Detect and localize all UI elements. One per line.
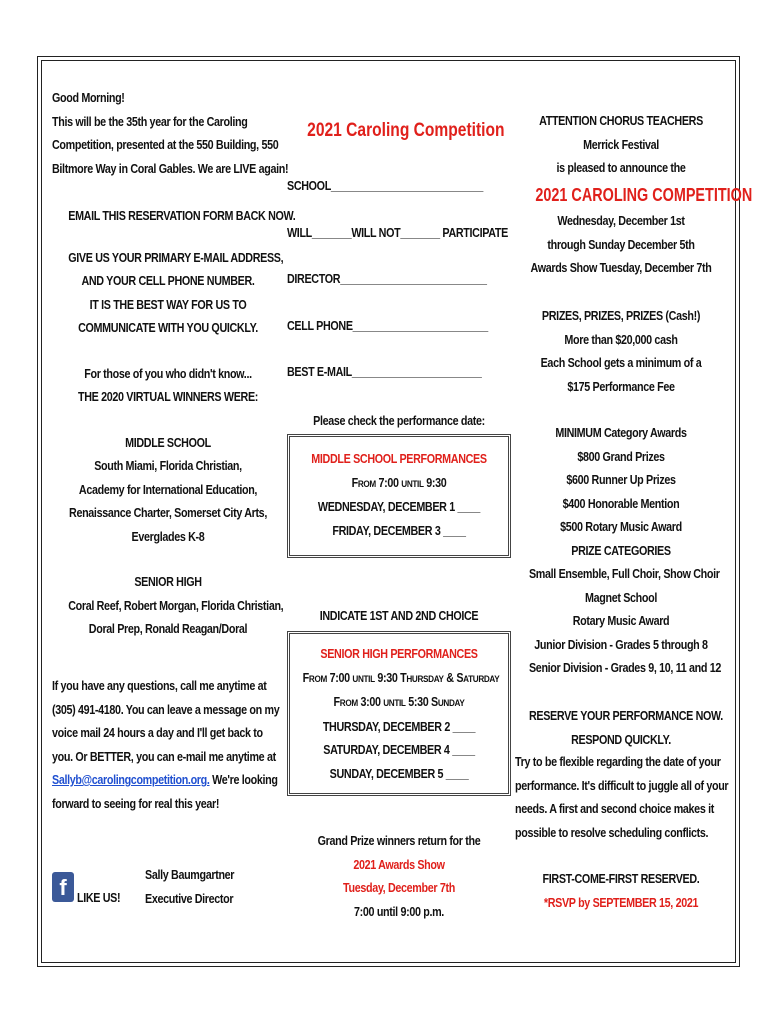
ms-performances-heading: MIDDLE SCHOOL PERFORMANCES [311,452,487,466]
minimum-awards-block [514,422,728,681]
first-come-line: FIRST-COME-FIRST RESERVED. [542,872,700,886]
primary-line-3: IT IS THE BEST WAY FOR US TO [89,297,247,312]
senior-high-performances [287,643,511,786]
grand-prize-line: Grand Prize winners return for the [317,834,481,848]
form-fields [287,175,511,385]
left-column [52,87,289,181]
winners-line-1: For those of you who didn't know... [84,366,252,381]
awards-show-block [287,830,511,924]
sh-sunday-option[interactable]: SUNDAY, DECEMBER 5 ____ [329,766,469,781]
questions-block [52,675,284,816]
ms-wednesday-option[interactable]: WEDNESDAY, DECEMBER 1 ____ [317,500,481,514]
sh-performances-heading: SENIOR HIGH PERFORMANCES [320,647,478,661]
competition-big-title: 2021 CAROLING COMPETITION [535,185,753,205]
sh-saturday-option[interactable]: SATURDAY, DECEMBER 4 ____ [323,743,475,757]
right-header-block [514,110,728,181]
signature-block [145,864,249,911]
greeting: Good Morning! [52,91,125,105]
best-email-field[interactable]: BEST E-MAIL_______________________ [287,365,482,379]
flexible-block [515,751,729,845]
reserve-line-1: RESERVE YOUR PERFORMANCE NOW. [528,709,723,723]
primary-line-2: AND YOUR CELL PHONE NUMBER. [81,274,255,288]
rsvp-deadline: *RSVP by SEPTEMBER 15, 2021 [543,895,699,910]
primary-line-4: COMMUNICATE WITH YOU QUICKLY. [78,321,258,335]
facebook-icon[interactable]: f [52,872,74,902]
like-us-label: LIKE US! [77,891,121,905]
indicate-wrap [287,605,511,629]
questions-line-1: If you have any questions, call me anytime at [52,679,267,693]
like-us-label-wrap [77,887,127,911]
middle-school-performances [287,448,511,543]
questions-line-3: voice mail 24 hours a day and I'll get back to [52,726,263,740]
awards-show-date: Tuesday, December 7th [343,881,455,895]
left-center-block [52,205,296,642]
big-title-wrap [514,182,753,208]
ms-time-range: FROM 7:00 UNTIL 9:30 [351,475,447,490]
senior-winners-1: Coral Reef, Robert Morgan, Florida Christian, [68,598,284,613]
minimum-line-1: MINIMUM Category Awards [555,426,687,440]
minimum-line-3: $600 Runner Up Prizes [566,473,676,487]
flexible-line-3: needs. A first and second choice makes it [515,802,714,816]
flexible-line-4: possible to resolve scheduling conflicts. [515,825,709,840]
participation-field[interactable]: WILL_______WILL NOT_______ PARTICIPATE [287,225,508,240]
dates-block [514,210,728,281]
email-after-text: We're looking [209,773,278,787]
ms-friday-option[interactable]: FRIDAY, DECEMBER 3 ____ [332,523,466,538]
prizes-line-4: $175 Performance Fee [567,379,675,394]
minimum-line-4: $400 Honorable Mention [562,496,680,511]
email-line [52,769,278,793]
dates-line-2: through Sunday December 5th [547,237,695,252]
middle-winners-2: Academy for International Education, [78,482,258,497]
sh-thursday-option[interactable]: THURSDAY, DECEMBER 2 ____ [322,719,476,734]
flexible-line-1: Try to be flexible regarding the date of your [515,755,721,769]
winners-line-2: THE 2020 VIRTUAL WINNERS WERE: [77,390,259,404]
senior-winners-2: Doral Prep, Ronald Reagan/Doral [88,622,248,636]
primary-line-1: GIVE US YOUR PRIMARY E-MAIL ADDRESS, [68,250,284,265]
dates-line-1: Wednesday, December 1st [557,214,685,228]
school-field[interactable]: SCHOOL___________________________ [287,179,484,193]
director-field[interactable]: DIRECTOR__________________________ [287,272,487,286]
minimum-line-8: Magnet School [585,590,657,605]
check-date-label: Please check the performance date: [313,414,485,428]
intro-line-1: This will be the 35th year for the Caroling [52,114,248,129]
reservation-footer [514,868,728,915]
check-date-wrap [287,410,511,434]
questions-line-4: you. Or BETTER, you can e-mail me anytime at [52,749,276,764]
prizes-block [514,305,728,399]
reserve-block [514,705,728,752]
awards-show-time: 7:00 until 9:00 p.m. [354,904,444,919]
intro-line-2: Competition, presented at the 550 Building, 550 [52,138,279,152]
awards-show-title: 2021 Awards Show [353,857,445,872]
minimum-line-11: Senior Division - Grades 9, 10, 11 and 12 [528,661,722,675]
prizes-line-2: More than $20,000 cash [564,332,678,347]
closing-line: forward to seeing for real this year! [52,796,220,811]
form-title: 2021 Caroling Competition [307,120,505,141]
attention-heading: ATTENTION CHORUS TEACHERS [539,114,703,128]
minimum-line-5: $500 Rotary Music Award [560,520,682,534]
sh-time-range-2: FROM 3:00 UNTIL 5:30 SUNDAY [333,695,465,709]
contact-email-link[interactable]: Sallyb@carolingcompetition.org. [52,773,210,787]
signer-title: Executive Director [145,891,234,906]
cell-phone-field[interactable]: CELL PHONE________________________ [287,318,488,333]
festival-name: Merrick Festival [583,137,659,152]
intro-line-3: Biltmore Way in Coral Gables. We are LIVE again! [52,161,289,176]
minimum-line-2: $800 Grand Prizes [577,449,665,464]
minimum-line-10: Junior Division - Grades 5 through 8 [534,637,708,652]
dates-line-3: Awards Show Tuesday, December 7th [530,261,712,275]
flexible-line-2: performance. It's difficult to juggle all of your [515,778,729,793]
prizes-line-3: Each School gets a minimum of a [540,356,702,370]
email-form-instruction: EMAIL THIS RESERVATION FORM BACK NOW. [68,209,296,223]
sh-time-range-1: FROM 7:00 UNTIL 9:30 THURSDAY & SATURDAY [302,670,500,685]
pleased-line: is pleased to announce the [556,161,686,175]
reserve-line-2: RESPOND QUICKLY. [571,732,671,747]
middle-winners-3: Renaissance Charter, Somerset City Arts, [69,506,267,520]
minimum-line-7: Small Ensemble, Full Choir, Show Choir [528,567,720,581]
minimum-line-6: PRIZE CATEGORIES [571,543,671,558]
signer-name: Sally Baumgartner [145,868,235,882]
minimum-line-9: Rotary Music Award [572,614,670,628]
prizes-line-1: PRIZES, PRIZES, PRIZES (Cash!) [541,309,701,323]
middle-winners-1: South Miami, Florida Christian, [94,459,242,473]
indicate-choice-label: INDICATE 1ST AND 2ND CHOICE [319,609,479,623]
senior-high-heading: SENIOR HIGH [134,575,202,589]
middle-school-heading: MIDDLE SCHOOL [125,435,211,450]
questions-line-2: (305) 491-4180. You can leave a message on my [52,702,280,717]
form-title-wrap [287,118,511,144]
middle-winners-4: Everglades K-8 [131,529,205,544]
